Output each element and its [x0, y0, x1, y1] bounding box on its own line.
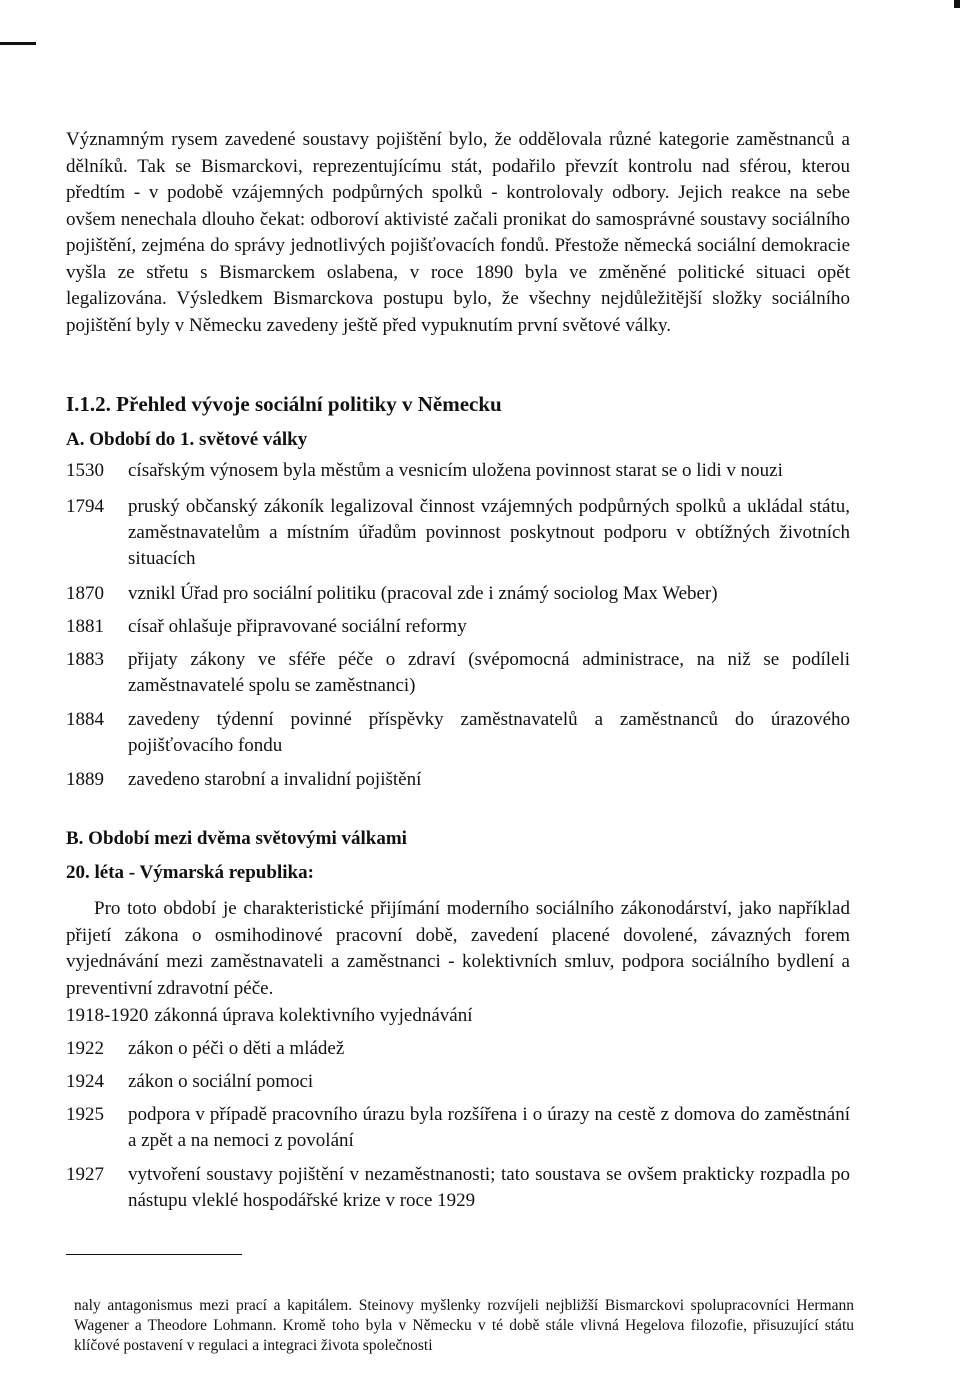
timeline-entry	[66, 614, 850, 640]
entry-text: pruský občanský zákoník legalizoval činnost vzájemných podpůrných spolků a ukládal státu, zaměstnavatelům a místním úřadům povinnost poskytnout podporu v obtížných životních situacích	[128, 496, 850, 569]
entry-text: císařským výnosem byla městům a vesnicím uložena povinnost starat se o lidi v nouzi	[128, 460, 783, 481]
period-a-title: A. Období do 1. světové války	[66, 429, 308, 450]
timeline-entry	[66, 1162, 850, 1214]
period-b-paragraph: Pro toto období je charakteristické přijímání moderního sociálního zákonodárství, jako například přijetí zákona o osmihodinové pracovní době, zavedení placené dovolené, závazných forem vyjednávání mezi zaměstnavateli a zaměstnanci - kolektivních smluv, podpora sociálního bydlení a preventivní zdravotní péče.	[66, 898, 850, 999]
period-b-title: B. Období mezi dvěma světovými válkami	[66, 828, 407, 849]
entry-year: 1925	[66, 1104, 104, 1125]
entry-year: 1918-1920	[66, 1005, 149, 1026]
entry-year: 1794	[66, 496, 104, 517]
entry-year: 1924	[66, 1071, 104, 1092]
timeline-entry	[66, 707, 850, 759]
period-b-subtitle: 20. léta - Výmarská republika:	[66, 862, 314, 883]
timeline-entry	[66, 1036, 850, 1062]
intro-paragraph: Významným rysem zavedené soustavy pojištění bylo, že oddělovala různé kategorie zaměstnanců a dělníků. Tak se Bismarckovi, reprezentujícímu stát, podařilo převzít kontrolu nad sférou, kterou předtím - v podobě vzájemných podpůrných spolků - kontrolovaly odbory. Jejich reakce na sebe ovšem nenechala dlouho čekat: odboroví aktivisté začali pronikat do samosprávné soustavy sociálního pojištění, zejména do správy jednotlivých pojišťovacích fondů. Přestože německá sociální demokracie vyšla ze střetu s Bismarckem oslabena, v roce 1890 byla ve změněné politické situaci opět legalizována. Výsledkem Bismarckova postupu bylo, že všechny nejdůležitější složky sociálního pojištění byly v Německu zavedeny ještě před vypuknutím první světové války.	[66, 129, 850, 336]
entry-text: císař ohlašuje připravované sociální reformy	[128, 616, 467, 637]
entry-year: 1530	[66, 460, 104, 481]
entry-text: zavedeny týdenní povinné příspěvky zaměstnavatelů a zaměstnanců do úrazového pojišťovacího fondu	[128, 709, 850, 756]
entry-year: 1883	[66, 649, 104, 670]
entry-text: vznikl Úřad pro sociální politiku (pracoval zde i známý sociolog Max Weber)	[128, 583, 718, 604]
footnote-rule	[66, 1254, 242, 1255]
scan-corner-mark	[954, 0, 960, 8]
timeline-entry	[66, 458, 850, 484]
entry-year: 1927	[66, 1164, 104, 1185]
entry-text: zákonná úprava kolektivního vyjednávání	[154, 1005, 473, 1026]
timeline-entry	[66, 767, 850, 793]
timeline-period-b	[66, 1003, 850, 1214]
entry-text: zákon o péči o děti a mládež	[128, 1038, 345, 1059]
entry-year: 1884	[66, 709, 104, 730]
timeline-entry	[66, 1069, 850, 1095]
footnote-text: naly antagonismus mezi prací a kapitálem. Steinovy myšlenky rozvíjeli nejbližší Bismarckovi spolupracovníci Hermann Wagener a Theodore Lohmann. Kromě toho byla v Německu v té době stále vlivná Hegelova filozofie, přisuzující státu klíčové postavení v regulaci a integraci života společnosti	[74, 1297, 854, 1354]
timeline-entry	[66, 647, 850, 699]
entry-text: zákon o sociální pomoci	[128, 1071, 314, 1092]
timeline-entry	[66, 1102, 850, 1154]
timeline-entry	[66, 581, 850, 607]
entry-text: vytvoření soustavy pojištění v nezaměstnanosti; tato soustava se ovšem prakticky rozpadla po nástupu vleklé hospodářské krize v roce 1929	[128, 1164, 850, 1211]
entry-text: přijaty zákony ve sféře péče o zdraví (svépomocná administrace, na niž se podíleli zaměstnavatelé spolu se zaměstnanci)	[128, 649, 850, 696]
timeline-entry	[66, 494, 850, 572]
section-title: I.1.2. Přehled vývoje sociální politiky v Německu	[66, 392, 502, 416]
entry-year: 1870	[66, 583, 104, 604]
entry-text: podpora v případě pracovního úrazu byla rozšířena i o úrazy na cestě z domova do zaměstnání a zpět a na nemoci z povolání	[128, 1104, 850, 1151]
entry-text: zavedeno starobní a invalidní pojištění	[128, 769, 422, 790]
timeline-period-a	[66, 458, 850, 793]
entry-year: 1881	[66, 616, 104, 637]
timeline-entry	[66, 1003, 850, 1029]
entry-year: 1922	[66, 1038, 104, 1059]
entry-year: 1889	[66, 769, 104, 790]
scan-edge-mark	[0, 42, 36, 45]
